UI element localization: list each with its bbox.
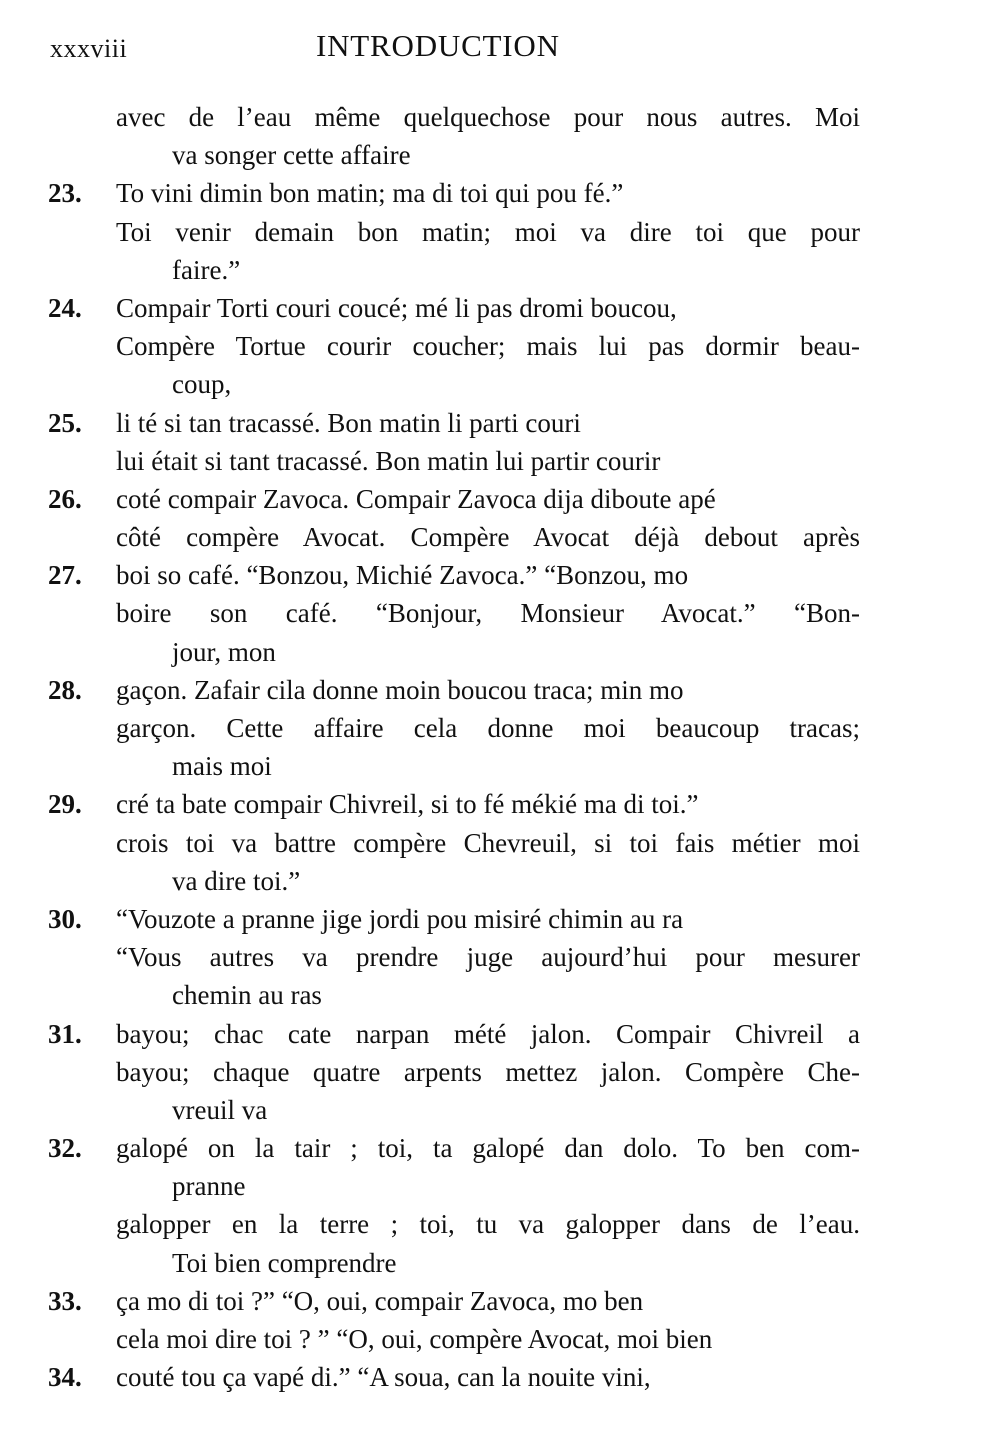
text-line <box>0 938 1000 976</box>
line-number: 30. <box>48 903 82 934</box>
line-text: bayou; chac cate narpan mété jalon. Compair Chivreil a <box>116 1018 860 1049</box>
line-text: cré ta bate compair Chivreil, si to fé mékié ma di toi.” <box>116 789 699 820</box>
text-line <box>0 174 1000 212</box>
text-line <box>0 1053 1000 1091</box>
text-line <box>0 900 1000 938</box>
text-line <box>0 251 1000 289</box>
text-line <box>0 327 1000 365</box>
text-line <box>0 824 1000 862</box>
line-number: 27. <box>48 560 82 591</box>
text-line <box>0 1167 1000 1205</box>
line-number: 25. <box>48 407 82 438</box>
line-number: 33. <box>48 1285 82 1316</box>
line-text: Compair Torti couri coucé; mé li pas dromi boucou, <box>116 292 677 323</box>
line-text: “Vouzote a pranne jige jordi pou misiré chimin au ra <box>116 903 684 934</box>
line-text: va dire toi.” <box>172 865 301 896</box>
line-text: galopé on la tair ; toi, ta galopé dan dolo. To ben com- <box>116 1133 860 1164</box>
line-text: boi so café. “Bonzou, Michié Zavoca.” “Bonzou, mo <box>116 560 689 591</box>
line-text: coup, <box>172 369 232 400</box>
text-line <box>0 1244 1000 1282</box>
line-text: crois toi va battre compère Chevreuil, si toi fais métier moi <box>116 827 860 858</box>
line-text: “Vous autres va prendre juge aujourd’hui pour mesurer <box>116 942 860 973</box>
text-line <box>0 213 1000 251</box>
line-text: jour, mon <box>172 636 276 667</box>
text-line <box>0 594 1000 632</box>
text-line <box>0 1205 1000 1243</box>
line-text: mais moi <box>172 751 272 782</box>
line-text: coté compair Zavoca. Compair Zavoca dija diboute apé <box>116 483 716 514</box>
line-text: To vini dimin bon matin; ma di toi qui pou fé.” <box>116 178 624 209</box>
line-text: Toi venir demain bon matin; moi va dire toi que pour <box>116 216 860 247</box>
text-body <box>0 98 1000 1396</box>
text-line <box>0 404 1000 442</box>
line-text: côté compère Avocat. Compère Avocat déjà debout après <box>116 522 860 553</box>
line-text: garçon. Cette affaire cela donne moi beaucoup tracas; <box>116 713 860 743</box>
line-text: galopper en la terre ; toi, tu va galopper dans de l’eau. <box>116 1209 860 1240</box>
line-number: 26. <box>48 483 82 514</box>
text-line <box>0 671 1000 709</box>
line-text: li té si tan tracassé. Bon matin li parti couri <box>116 407 581 438</box>
line-number: 31. <box>48 1018 82 1049</box>
line-text: ça mo di toi ?” “O, oui, compair Zavoca, mo ben <box>116 1285 644 1316</box>
line-text: faire.” <box>172 254 241 285</box>
line-number: 29. <box>48 789 82 820</box>
line-number: 24. <box>48 292 82 323</box>
line-text: couté tou ça vapé di.” “A soua, can la nouite vini, <box>116 1362 651 1393</box>
line-text: va songer cette affaire <box>172 140 411 171</box>
text-line <box>0 442 1000 480</box>
line-text: Compère Tortue courir coucher; mais lui pas dormir beau- <box>116 331 860 362</box>
text-line <box>0 785 1000 823</box>
text-line <box>0 365 1000 403</box>
text-line <box>0 556 1000 594</box>
line-text: pranne <box>172 1171 246 1202</box>
text-line <box>0 747 1000 785</box>
text-line <box>0 1320 1000 1358</box>
text-line <box>0 1129 1000 1167</box>
page-header <box>0 28 1000 72</box>
text-line <box>0 633 1000 671</box>
line-text: boire son café. “Bonjour, Monsieur Avocat.” “Bon- <box>116 598 860 629</box>
line-number: 34. <box>48 1362 82 1393</box>
text-line <box>0 976 1000 1014</box>
page-number: xxxviii <box>50 34 128 63</box>
line-number: 23. <box>48 178 82 209</box>
line-number: 32. <box>48 1133 82 1164</box>
line-text: chemin au ras <box>172 980 322 1011</box>
text-line <box>0 480 1000 518</box>
running-title: INTRODUCTION <box>316 28 560 63</box>
line-text: avec de l’eau même quelquechose pour nous autres. Moi <box>116 102 860 132</box>
text-line <box>0 1358 1000 1396</box>
text-line <box>0 1282 1000 1320</box>
line-text: bayou; chaque quatre arpents mettez jalon. Compère Che- <box>116 1056 860 1087</box>
text-line <box>0 1015 1000 1053</box>
text-line <box>0 862 1000 900</box>
text-line <box>0 1091 1000 1129</box>
text-line <box>0 98 1000 136</box>
line-text: vreuil va <box>172 1094 268 1125</box>
line-text: gaçon. Zafair cila donne moin boucou traca; min mo <box>116 674 684 705</box>
line-text: cela moi dire toi ? ” “O, oui, compère Avocat, moi bien <box>116 1324 713 1354</box>
line-text: Toi bien comprendre <box>172 1247 397 1278</box>
text-line <box>0 518 1000 556</box>
text-line <box>0 136 1000 174</box>
line-number: 28. <box>48 674 82 705</box>
line-text: lui était si tant tracassé. Bon matin lui partir courir <box>116 445 661 476</box>
text-line <box>0 709 1000 747</box>
text-line <box>0 289 1000 327</box>
